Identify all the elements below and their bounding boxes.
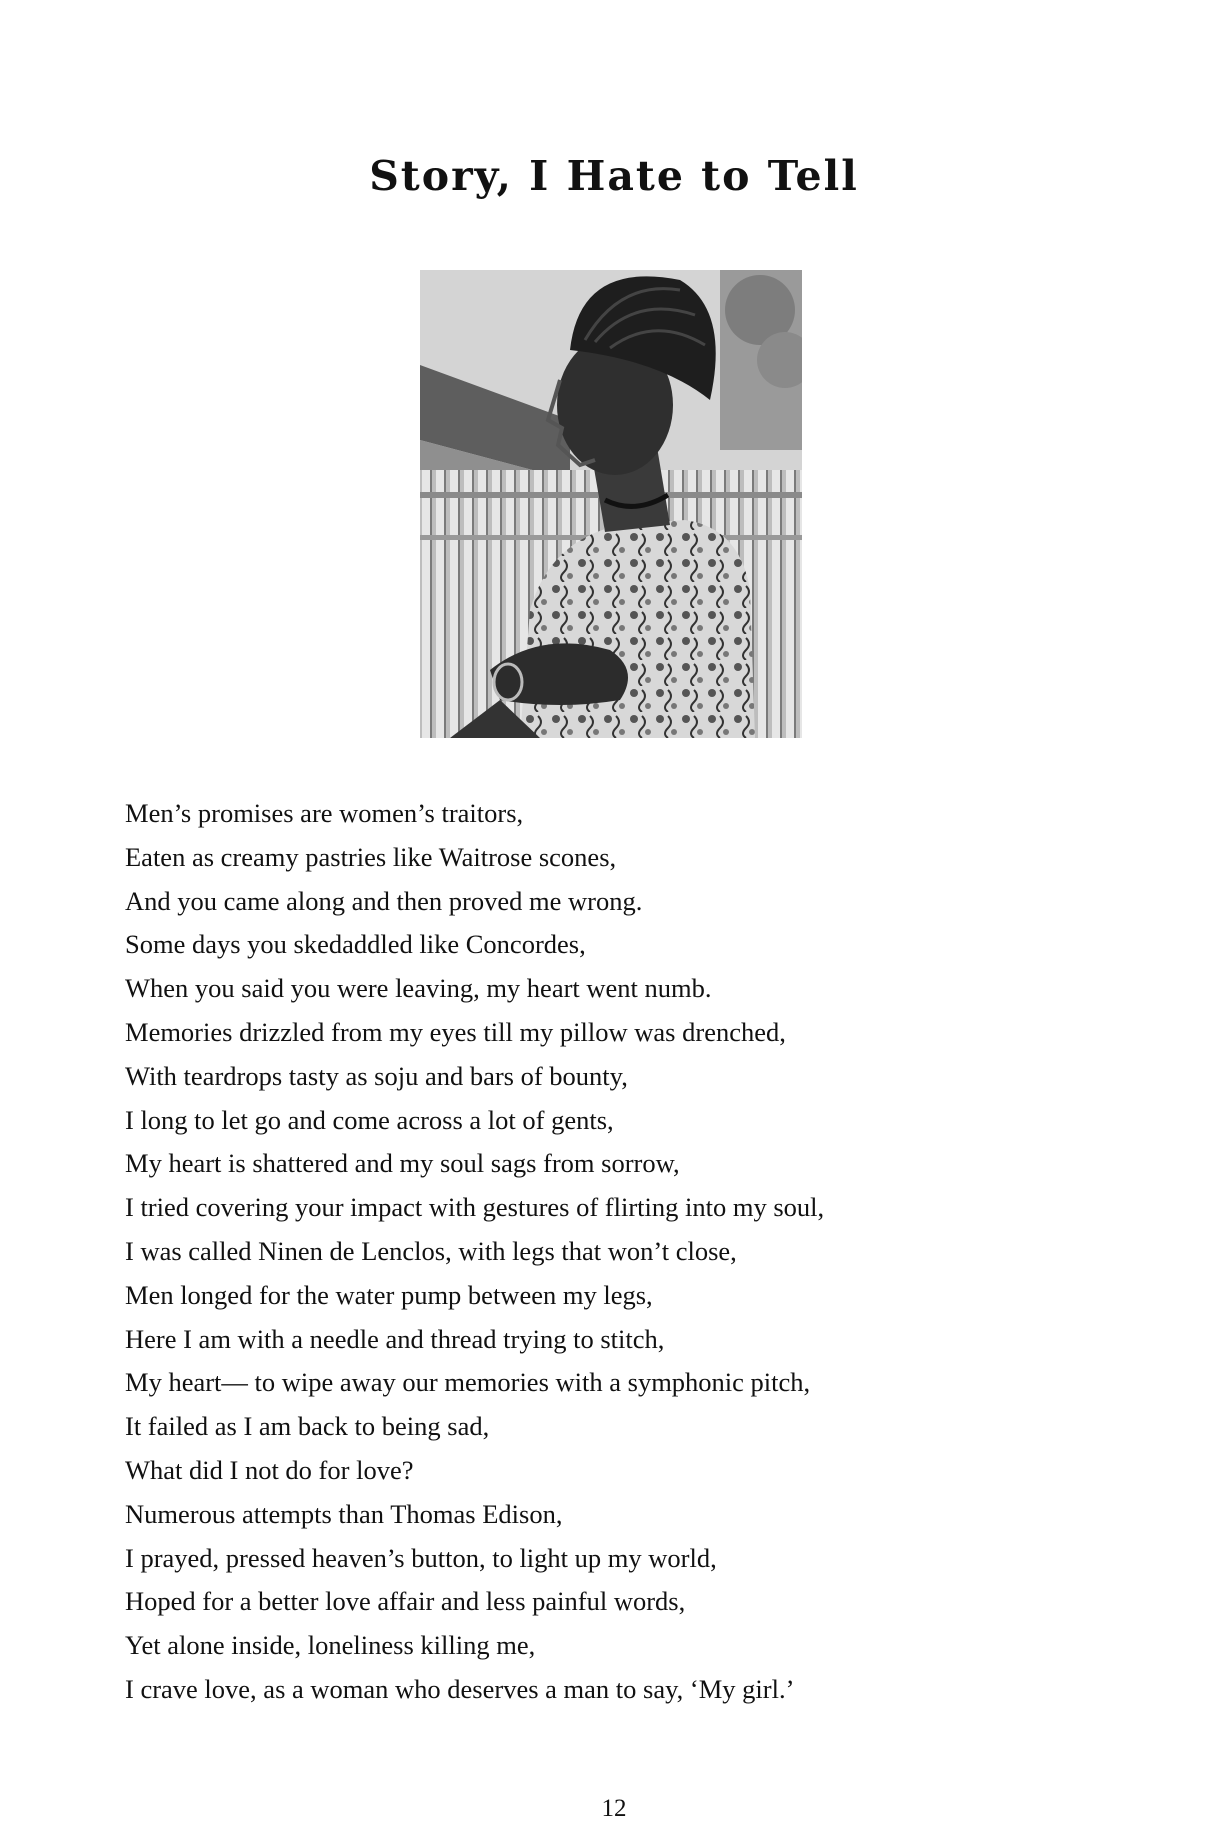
- poem-line: Numerous attempts than Thomas Edison,: [125, 1498, 563, 1529]
- poem-line: What did I not do for love?: [125, 1454, 414, 1485]
- poem-line: When you said you were leaving, my heart went numb.: [125, 973, 712, 1004]
- poem-line: Memories drizzled from my eyes till my pillow was drenched,: [125, 1016, 786, 1047]
- poem-line: Yet alone inside, loneliness killing me,: [125, 1630, 536, 1661]
- poem-line: I was called Ninen de Lenclos, with legs that won’t close,: [125, 1235, 737, 1266]
- poem-line: With teardrops tasty as soju and bars of bounty,: [125, 1060, 628, 1091]
- poem-line: Here I am with a needle and thread trying to stitch,: [125, 1323, 665, 1354]
- poem-line: It failed as I am back to being sad,: [125, 1411, 490, 1442]
- poem-line: Men longed for the water pump between my legs,: [125, 1279, 653, 1310]
- poem-line: Some days you skedaddled like Concordes,: [125, 929, 586, 960]
- poem-line: Eaten as creamy pastries like Waitrose scones,: [125, 841, 617, 872]
- poem-lines: [125, 792, 1125, 1712]
- poem-line: I prayed, pressed heaven’s button, to light up my world,: [125, 1542, 717, 1573]
- poem-line: Men’s promises are women’s traitors,: [125, 798, 524, 828]
- poem-line: I crave love, as a woman who deserves a man to say, ‘My girl.’: [125, 1673, 795, 1704]
- poem-line: I long to let go and come across a lot of gents,: [125, 1104, 614, 1135]
- page-number: 12: [601, 1795, 627, 1822]
- portrait-photo: [420, 270, 802, 738]
- poem-line: Hoped for a better love affair and less painful words,: [125, 1586, 686, 1617]
- page-title: Story, I Hate to Tell: [369, 152, 859, 200]
- poem-line: My heart is shattered and my soul sags from sorrow,: [125, 1148, 680, 1179]
- poem-line: I tried covering your impact with gestures of flirting into my soul,: [125, 1192, 825, 1223]
- poem-line: And you came along and then proved me wrong.: [125, 885, 643, 916]
- poem-line: My heart— to wipe away our memories with a symphonic pitch,: [125, 1367, 811, 1398]
